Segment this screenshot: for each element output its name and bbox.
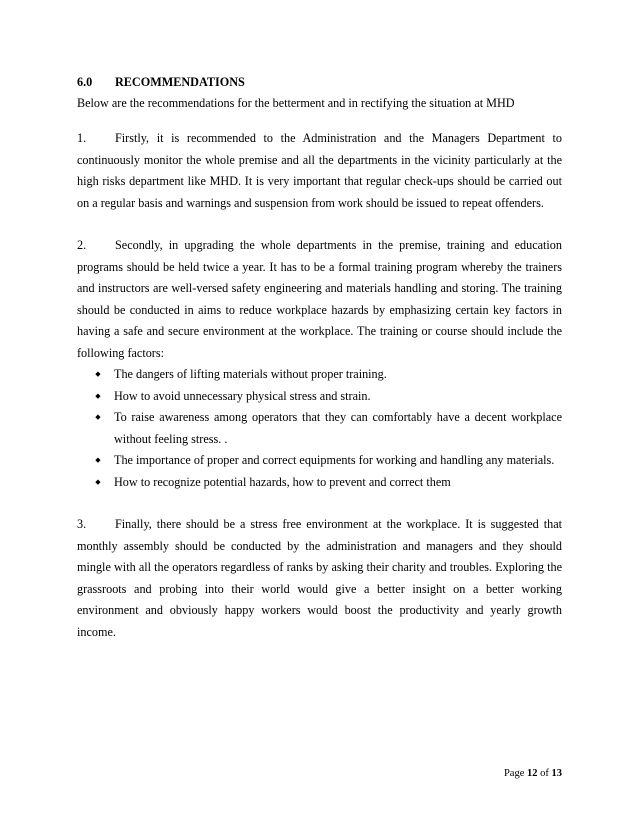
current-page-number: 12 — [527, 768, 538, 779]
recommendation-3 — [77, 514, 562, 643]
bullet-icon: ◆ — [95, 370, 101, 378]
section-intro: Below are the recommendations for the betterment and in rectifying the situation at MHD — [77, 96, 515, 110]
list-item — [95, 450, 562, 472]
page-footer — [504, 767, 562, 781]
section-number: 6.0 — [77, 75, 93, 89]
page-word: Page — [503, 768, 525, 779]
list-item — [95, 407, 562, 450]
section-heading — [77, 74, 562, 90]
training-factors-list — [77, 364, 562, 493]
list-item — [95, 386, 562, 408]
list-item — [95, 364, 562, 386]
bullet-icon: ◆ — [95, 413, 101, 421]
section-title: RECOMMENDATIONS — [115, 75, 245, 89]
list-item — [95, 472, 562, 494]
recommendation-1 — [77, 128, 562, 214]
list-item-text: The dangers of lifting materials without proper training. — [114, 367, 387, 381]
recommendation-1-text: Firstly, it is recommended to the Administration and the Managers Department to continuously monitor the whole premise and all the departments in the vicinity particularly at the high risks department like MHD. It is very important that regular check-ups should be carried out on a regular basis and warnings and suspension from work should be issued to repeat offenders. — [77, 131, 562, 210]
list-item-text: The importance of proper and correct equipments for working and handling any materials. — [114, 453, 555, 467]
list-item-text: To raise awareness among operators that they can comfortably have a decent workplace without feeling stress. . — [114, 410, 562, 446]
recommendation-2-number: 2. — [77, 238, 87, 252]
list-item-text: How to recognize potential hazards, how to prevent and correct them — [114, 474, 451, 489]
bullet-icon: ◆ — [95, 391, 101, 400]
bullet-icon: ◆ — [95, 477, 101, 486]
total-pages-number: 13 — [551, 768, 562, 779]
page-content — [77, 74, 562, 664]
bullet-icon: ◆ — [95, 456, 101, 464]
recommendation-3-text: Finally, there should be a stress free environment at the workplace. It is suggested that monthly assembly should be conducted by the administration and managers and they should mingle with all the operators regardless of ranks by asking their charity and troubles. Exploring the grassroots and probing into their world would give a better insight on a better working environment and obviously happy workers would boost the productivity and yearly growth income. — [77, 517, 562, 639]
of-word: of — [540, 768, 549, 779]
recommendation-2 — [77, 235, 562, 493]
recommendation-2-text: Secondly, in upgrading the whole departments in the premise, training and education programs should be held twice a year. It has to be a formal training program whereby the trainers and instructors are well-versed safety engineering and materials handling and storing. The training should be conducted in aims to reduce workplace hazards by emphasizing certain key factors in having a safe and secure environment at the workplace. The training or course should include the following factors: — [77, 238, 562, 360]
recommendation-3-number: 3. — [77, 517, 87, 531]
list-item-text: How to avoid unnecessary physical stress and strain. — [114, 388, 371, 403]
recommendation-1-number: 1. — [77, 131, 87, 145]
